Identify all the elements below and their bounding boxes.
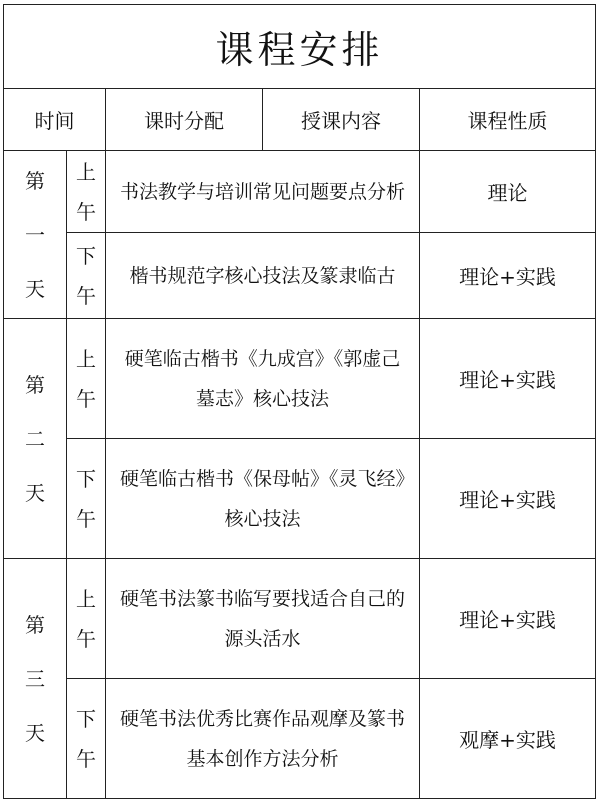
session-nature: 观摩+实践 [420, 679, 596, 799]
half-char: 午 [76, 506, 96, 531]
page-title: 课程安排 [4, 5, 596, 89]
day-char: 一 [25, 222, 45, 247]
day-char: 第 [25, 168, 45, 193]
day-cell [4, 151, 67, 319]
half-char: 午 [76, 746, 96, 771]
half-day-cell [67, 439, 106, 559]
half-char: 下 [76, 243, 96, 268]
day-cell [4, 559, 67, 799]
half-char: 午 [76, 283, 96, 308]
day-char: 第 [25, 372, 45, 397]
half-char: 午 [76, 386, 96, 411]
day-char: 天 [25, 480, 45, 505]
half-char: 午 [76, 626, 96, 651]
half-day-cell [67, 559, 106, 679]
half-day-cell [67, 679, 106, 799]
half-char: 上 [76, 346, 96, 371]
session-nature: 理论+实践 [420, 233, 596, 319]
session-nature: 理论+实践 [420, 319, 596, 439]
day-char: 三 [25, 666, 45, 691]
session-content: 硬笔书法篆书临写要找适合自己的源头活水 [106, 559, 420, 679]
half-char: 上 [76, 586, 96, 611]
day-cell [4, 319, 67, 559]
half-day-cell [67, 151, 106, 233]
header-nature: 课程性质 [420, 89, 596, 151]
session-nature: 理论+实践 [420, 439, 596, 559]
session-content: 硬笔临古楷书《保母帖》《灵飞经》核心技法 [106, 439, 420, 559]
session-nature: 理论 [420, 151, 596, 233]
table-row [4, 439, 596, 559]
table-row [4, 151, 596, 233]
table-row [4, 679, 596, 799]
table-row [4, 319, 596, 439]
half-char: 午 [76, 199, 96, 224]
half-char: 上 [76, 159, 96, 184]
session-content: 书法教学与培训常见问题要点分析 [106, 151, 420, 233]
day-char: 第 [25, 612, 45, 637]
header-allocation: 课时分配 [106, 89, 263, 151]
session-nature: 理论+实践 [420, 559, 596, 679]
session-content: 楷书规范字核心技法及篆隶临古 [106, 233, 420, 319]
header-content: 授课内容 [263, 89, 420, 151]
session-content: 硬笔书法优秀比赛作品观摩及篆书基本创作方法分析 [106, 679, 420, 799]
half-char: 下 [76, 706, 96, 731]
day-char: 二 [25, 426, 45, 451]
day-char: 天 [25, 276, 45, 301]
day-char: 天 [25, 720, 45, 745]
table-row [4, 233, 596, 319]
session-content: 硬笔临古楷书《九成宫》《郭虚己墓志》核心技法 [106, 319, 420, 439]
table-row [4, 559, 596, 679]
header-time: 时间 [4, 89, 106, 151]
half-char: 下 [76, 466, 96, 491]
schedule-table [3, 4, 596, 799]
half-day-cell [67, 233, 106, 319]
half-day-cell [67, 319, 106, 439]
